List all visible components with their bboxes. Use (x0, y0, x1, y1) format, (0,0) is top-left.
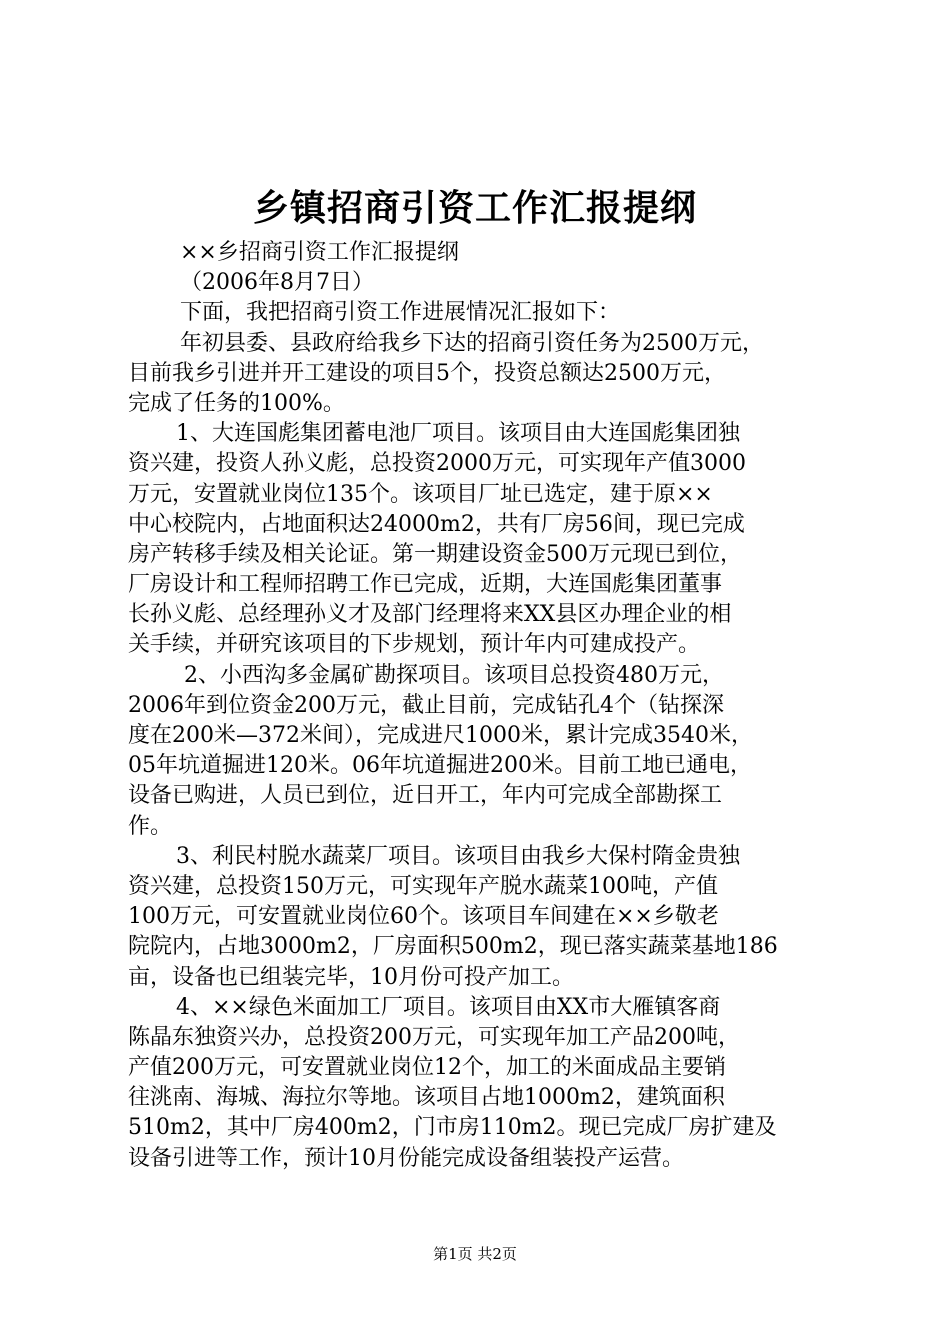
paragraph-line: 度在200米—372米间），完成进尺1000米，累计完成3540米， (128, 723, 753, 748)
document-body (128, 238, 848, 1174)
paragraph-line: 资兴建，投资人孙义彪，总投资2000万元，可实现年产值3000 (128, 451, 746, 477)
paragraph-line: 厂房设计和工程师招聘工作已完成，近期，大连国彪集团董事 (128, 572, 723, 598)
paragraph-line: 100万元，可安置就业岗位60个。该项目车间建在××乡敬老 (128, 904, 719, 930)
paragraph-line: 亩，设备也已组装完毕，10月份可投产加工。 (128, 964, 574, 990)
paragraph-line: 510m2，其中厂房400m2，门市房110m2。现已完成厂房扩建及 (128, 1115, 777, 1141)
page-number-footer: 第1页 共2页 (433, 1245, 517, 1263)
subtitle-line: ××乡招商引资工作汇报提纲 (180, 240, 459, 265)
paragraph-line: 目前我乡引进并开工建设的项目5个，投资总额达2500万元， (128, 360, 726, 386)
paragraph-line: 关手续，并研究该项目的下步规划，预计年内可建成投产。 (128, 632, 701, 658)
paragraph-line: 2、小西沟多金属矿勘探项目。该项目总投资480万元， (184, 662, 724, 688)
paragraph-line: 设备已购进，人员已到位，近日开工，年内可完成全部勘探工 (128, 783, 723, 809)
date-line: （2006年8月7日） (180, 270, 374, 296)
paragraph-line: 1、大连国彪集团蓄电池厂项目。该项目由大连国彪集团独 (176, 421, 740, 447)
paragraph-line: 产值200万元，可安置就业岗位12个，加工的米面成品主要销 (128, 1055, 726, 1081)
paragraph-line: 资兴建，总投资150万元，可实现年产脱水蔬菜100吨，产值 (128, 873, 718, 899)
paragraph-line: 3、利民村脱水蔬菜厂项目。该项目由我乡大保村隋金贵独 (176, 843, 740, 869)
paragraph-line: 4、××绿色米面加工厂项目。该项目由XX市大雁镇客商 (176, 994, 721, 1020)
paragraph-line: 长孙义彪、总经理孙义才及部门经理将来XX县区办理企业的相 (128, 602, 732, 628)
paragraph-line: 作。 (128, 813, 173, 839)
paragraph-line: 房产转移手续及相关论证。第一期建设资金500万元现已到位， (128, 541, 742, 567)
document-title: 乡镇招商引资工作汇报提纲 (252, 187, 697, 229)
paragraph-line: 往洮南、海城、海拉尔等地。该项目占地1000m2，建筑面积 (128, 1085, 725, 1111)
paragraph-line: 05年坑道掘进120米。06年坑道掘进200米。目前工地已通电， (128, 753, 752, 779)
intro-line: 下面，我把招商引资工作进展情况汇报如下： (180, 300, 621, 326)
paragraph-line: 设备引进等工作，预计10月份能完成设备组装投产运营。 (128, 1145, 684, 1171)
paragraph-line: 完成了任务的100%。 (128, 390, 345, 416)
paragraph-line: 陈晶东独资兴办，总投资200万元，可实现年加工产品200吨， (128, 1024, 740, 1050)
paragraph-line: 中心校院内，占地面积达24000m2，共有厂房56间，现已完成 (128, 511, 745, 537)
paragraph-line: 万元，安置就业岗位135个。该项目厂址已选定，建于原×× (128, 481, 713, 507)
paragraph-line: 年初县委、县政府给我乡下达的招商引资任务为2500万元， (180, 330, 764, 356)
paragraph-line: 2006年到位资金200万元，截止目前，完成钻孔4个（钻探深 (128, 692, 724, 718)
paragraph-line: 院院内，占地3000m2，厂房面积500m2，现已落实蔬菜基地186 (128, 934, 778, 960)
